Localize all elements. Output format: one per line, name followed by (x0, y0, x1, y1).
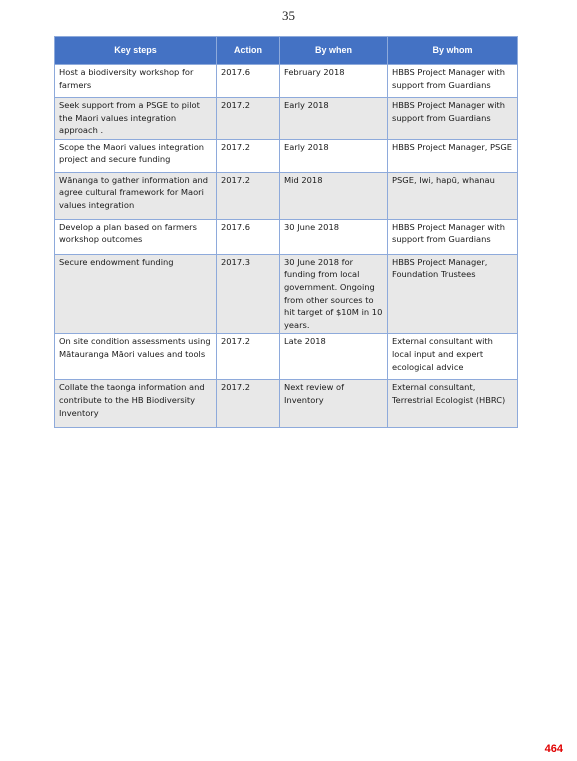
header-by-when: By when (280, 37, 388, 65)
cell-action: 2017.6 (217, 65, 280, 98)
table-row (55, 334, 518, 380)
page-number: 35 (282, 8, 295, 23)
cell-by-when: Mid 2018 (280, 172, 388, 219)
cell-action: 2017.2 (217, 380, 280, 428)
cell-by-when: Next review of Inventory (280, 380, 388, 428)
cell-by-when: 30 June 2018 (280, 219, 388, 254)
cell-by-when: Late 2018 (280, 334, 388, 380)
cell-key-step: Collate the taonga information and contribute to the HB Biodiversity Inventory (55, 380, 217, 428)
cell-action: 2017.2 (217, 98, 280, 140)
cell-by-when: Early 2018 (280, 139, 388, 172)
cell-action: 2017.2 (217, 139, 280, 172)
table-row (55, 65, 518, 98)
cell-by-whom: PSGE, Iwi, hapū, whanau (388, 172, 518, 219)
header-by-whom: By whom (388, 37, 518, 65)
table-row (55, 172, 518, 219)
table-row (55, 219, 518, 254)
cell-key-step: Host a biodiversity workshop for farmers (55, 65, 217, 98)
cell-key-step: Seek support from a PSGE to pilot the Maori values integration approach . (55, 98, 217, 140)
cell-by-whom: External consultant with local input and expert ecological advice (388, 334, 518, 380)
cell-by-whom: HBBS Project Manager, Foundation Trustees (388, 254, 518, 334)
cell-action: 2017.2 (217, 334, 280, 380)
header-key-steps: Key steps (55, 37, 217, 65)
cell-key-step: Scope the Maori values integration project and secure funding (55, 139, 217, 172)
cell-by-whom: HBBS Project Manager with support from Guardians (388, 65, 518, 98)
cell-by-when: February 2018 (280, 65, 388, 98)
table-header-row (55, 37, 518, 65)
cell-by-whom: HBBS Project Manager, PSGE (388, 139, 518, 172)
cell-action: 2017.6 (217, 219, 280, 254)
cell-by-whom: HBBS Project Manager with support from Guardians (388, 98, 518, 140)
cell-by-whom: External consultant, Terrestrial Ecologist (HBRC) (388, 380, 518, 428)
key-steps-table (54, 36, 518, 428)
table-row (55, 254, 518, 334)
table-row (55, 380, 518, 428)
cell-key-step: Secure endowment funding (55, 254, 217, 334)
cell-action: 2017.2 (217, 172, 280, 219)
cell-key-step: Wānanga to gather information and agree cultural framework for Maori values integration (55, 172, 217, 219)
table-row (55, 98, 518, 140)
table-row (55, 139, 518, 172)
cell-key-step: On site condition assessments using Mātauranga Māori values and tools (55, 334, 217, 380)
cell-key-step: Develop a plan based on farmers workshop outcomes (55, 219, 217, 254)
cell-action: 2017.3 (217, 254, 280, 334)
header-action: Action (217, 37, 280, 65)
page-code: 464 (544, 743, 563, 755)
cell-by-when: Early 2018 (280, 98, 388, 140)
cell-by-whom: HBBS Project Manager with support from Guardians (388, 219, 518, 254)
cell-by-when: 30 June 2018 for funding from local government. Ongoing from other sources to hit target of $10M in 10 years. (280, 254, 388, 334)
